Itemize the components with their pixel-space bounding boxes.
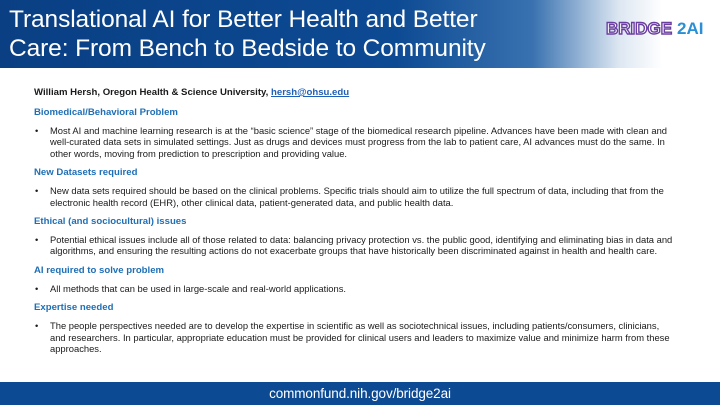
footer-url: commonfund.nih.gov/bridge2ai [269, 386, 451, 401]
footer-banner [0, 382, 720, 405]
section-ai-required [34, 264, 674, 294]
section-datasets [34, 166, 674, 208]
section-heading: Biomedical/Behavioral Problem [34, 107, 178, 118]
section-ethical [34, 215, 674, 257]
bullet-text: Most AI and machine learning research is at the “basic science” stage of the biomedical research pipeline. Advances have been made with clean and well-curated data sets in simulated settings. Just as drugs and devices must progress from the lab to patient care, AI advances must do the same. In other words, moving from prediction to prescription and providing value. [50, 125, 668, 159]
slide-title-line-1: Translational AI for Better Health and Better [9, 6, 478, 33]
section-heading: Ethical (and sociocultural) issues [34, 216, 187, 228]
section-biomedical [34, 106, 674, 159]
bullet-icon: • [35, 125, 39, 136]
bullet-icon: • [35, 234, 39, 246]
title-banner [0, 0, 720, 68]
bullet-icon: • [35, 320, 39, 332]
bullet-text: New data sets required should be based on the clinical problems. Specific trials should aim to utilize the full spectrum of data, including that from the electronic health record (EHR), other clinical data, patient-generated data, and public health data. [50, 185, 664, 208]
bullet-item [34, 283, 674, 294]
author-name: William Hersh, Oregon Health & Science University, [34, 87, 271, 98]
bullet-text: Potential ethical issues include all of those related to data: balancing privacy protection vs. the public good, identifying and eliminating bias in data and algorithms, and ensuring the resulting actions do not exacerbate groups that have historically been discriminated against in health and health care. [50, 234, 673, 257]
bullet-icon: • [35, 282, 39, 294]
author-email-link[interactable]: hersh@ohsu.edu [271, 87, 350, 98]
section-heading: Expertise needed [34, 302, 114, 314]
logo-word-2ai: 2AI [677, 19, 704, 38]
bullet-text: The people perspectives needed are to develop the expertise in scientific as well as sociotechnical issues, including patients/consumers, clinicians, and researchers. In particular, appropriate education must be provided for clinical users and leaders to maximize value and minimize harm from these approaches. [50, 320, 670, 355]
section-expertise [34, 301, 674, 354]
slide-title [9, 5, 569, 63]
bullet-item [34, 185, 674, 208]
bullet-item [34, 234, 674, 257]
bullet-text: All methods that can be used in large-scale and real-world applications. [50, 282, 346, 294]
logo-word-bridge: BRIDGE [606, 19, 673, 38]
section-heading: New Datasets required [34, 167, 138, 179]
bullet-item [34, 320, 674, 354]
slide-title-line-2: Care: From Bench to Bedside to Community [9, 35, 486, 62]
bullet-item [34, 125, 674, 159]
slide-body [34, 86, 674, 361]
section-heading: AI required to solve problem [34, 264, 165, 276]
author-line [34, 86, 674, 99]
bullet-icon: • [35, 185, 39, 197]
bridge2ai-logo [604, 14, 714, 42]
bridge2ai-logo-graphic [604, 14, 714, 42]
